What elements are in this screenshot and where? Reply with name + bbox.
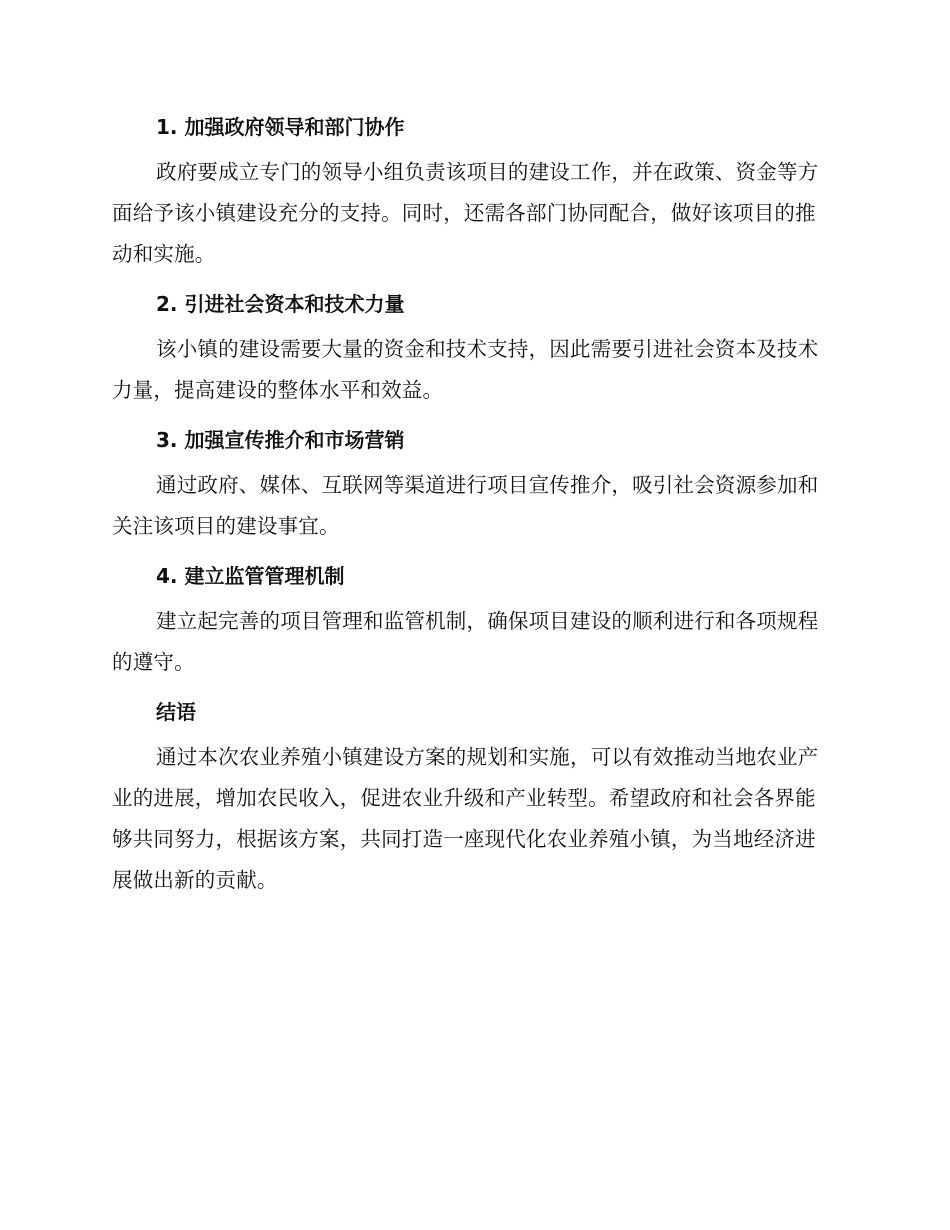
section-paragraph: 通过政府、媒体、互联网等渠道进行项目宣传推介，吸引社会资源参加和关注该项目的建设事宜。 [112, 473, 819, 538]
conclusion-paragraph: 通过本次农业养殖小镇建设方案的规划和实施，可以有效推动当地农业产业的进展，增加农民收入，促进农业升级和产业转型。希望政府和社会各界能够共同努力，根据该方案，共同打造一座现代化农业养殖小镇，为当地经济进展做出新的贡献。 [112, 745, 819, 892]
conclusion-heading: 结语 [156, 700, 196, 724]
section-heading: 3. 加强宣传推介和市场营销 [156, 428, 405, 452]
section-paragraph: 该小镇的建设需要大量的资金和技术支持，因此需要引进社会资本及技术力量，提高建设的整体水平和效益。 [112, 337, 819, 402]
section-heading: 4. 建立监管管理机制 [156, 564, 345, 588]
section-paragraph: 政府要成立专门的领导小组负责该项目的建设工作，并在政策、资金等方面给予该小镇建设充分的支持。同时，还需各部门协同配合，做好该项目的推动和实施。 [112, 160, 819, 266]
section-heading: 1. 加强政府领导和部门协作 [156, 115, 405, 139]
section-heading: 2. 引进社会资本和技术力量 [156, 292, 405, 316]
document-body [112, 108, 828, 911]
section-paragraph: 建立起完善的项目管理和监管机制，确保项目建设的顺利进行和各项规程的遵守。 [112, 609, 819, 674]
